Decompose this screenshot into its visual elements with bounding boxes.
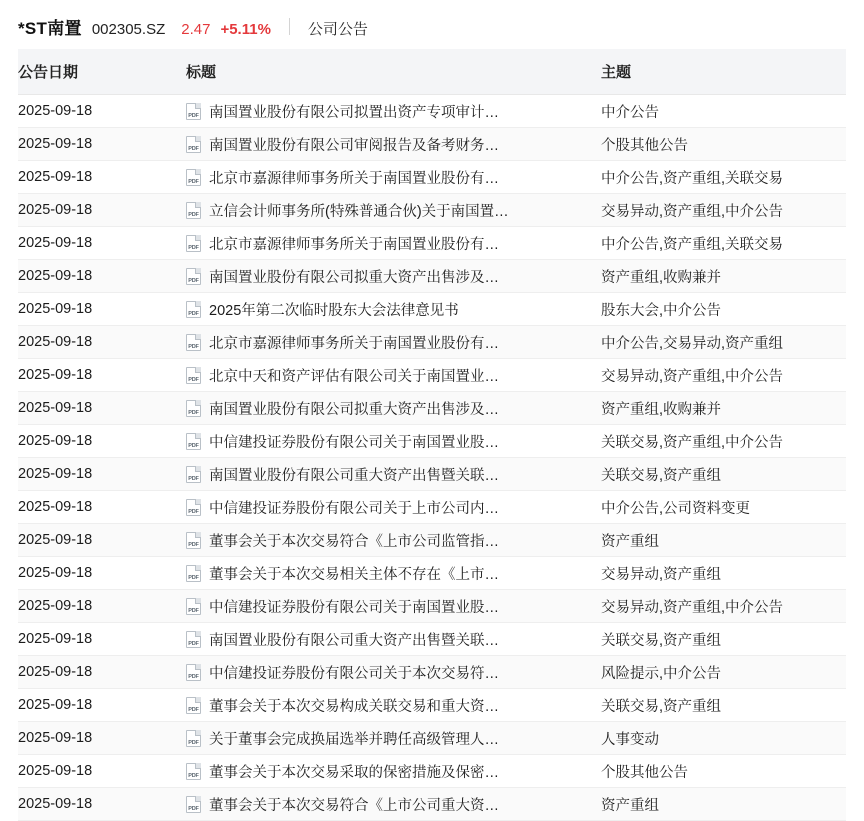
announcement-title-link[interactable]: 中信建投证券股份有限公司关于南国置业股…	[209, 434, 499, 451]
cell-title	[186, 293, 601, 326]
announcement-title-link[interactable]: 南国置业股份有限公司审阅报告及备考财务…	[209, 137, 499, 154]
cell-topic: 股东大会,中介公告	[601, 293, 846, 326]
cell-topic: 关联交易,资产重组	[601, 623, 846, 656]
announcement-title-link[interactable]: 南国置业股份有限公司重大资产出售暨关联…	[209, 632, 499, 649]
cell-topic: 交易异动,资产重组,中介公告	[601, 194, 846, 227]
title-wrapper	[186, 728, 601, 749]
cell-date: 2025-09-18	[18, 458, 186, 491]
cell-title	[186, 227, 601, 260]
table-header-row	[18, 49, 846, 95]
cell-title	[186, 95, 601, 128]
announcement-title-link[interactable]: 董事会关于本次交易构成关联交易和重大资…	[209, 698, 499, 715]
cell-title	[186, 491, 601, 524]
cell-title	[186, 260, 601, 293]
pdf-icon[interactable]: PDF	[186, 400, 201, 417]
stock-code: 002305.SZ	[91, 21, 166, 38]
table-row[interactable]	[18, 359, 846, 392]
table-row[interactable]	[18, 425, 846, 458]
stock-name: *ST南置	[18, 19, 82, 38]
pdf-icon[interactable]: PDF	[186, 697, 201, 714]
cell-title	[186, 359, 601, 392]
pdf-icon[interactable]: PDF	[186, 532, 201, 549]
announcement-title-link[interactable]: 南国置业股份有限公司拟重大资产出售涉及…	[209, 269, 499, 286]
announcement-title-link[interactable]: 董事会关于本次交易符合《上市公司监管指…	[209, 533, 499, 550]
cell-date: 2025-09-18	[18, 788, 186, 821]
pdf-icon[interactable]: PDF	[186, 598, 201, 615]
announcement-title-link[interactable]: 南国置业股份有限公司重大资产出售暨关联…	[209, 467, 499, 484]
title-wrapper	[186, 761, 601, 782]
title-wrapper	[186, 398, 601, 419]
title-wrapper	[186, 431, 601, 452]
title-wrapper	[186, 266, 601, 287]
table-row[interactable]	[18, 491, 846, 524]
pdf-icon[interactable]: PDF	[186, 268, 201, 285]
cell-date: 2025-09-18	[18, 722, 186, 755]
tab-company-announcements[interactable]: 公司公告	[307, 21, 368, 38]
announcement-title-link[interactable]: 立信会计师事务所(特殊普通合伙)关于南国置…	[209, 203, 509, 220]
cell-date: 2025-09-18	[18, 689, 186, 722]
announcement-title-link[interactable]: 中信建投证券股份有限公司关于南国置业股…	[209, 599, 499, 616]
announcement-title-link[interactable]: 北京市嘉源律师事务所关于南国置业股份有…	[209, 236, 499, 253]
cell-topic: 关联交易,资产重组	[601, 689, 846, 722]
table-row[interactable]	[18, 194, 846, 227]
cell-date: 2025-09-18	[18, 95, 186, 128]
title-wrapper	[186, 299, 601, 320]
announcement-title-link[interactable]: 北京市嘉源律师事务所关于南国置业股份有…	[209, 335, 499, 352]
cell-title	[186, 425, 601, 458]
cell-date: 2025-09-18	[18, 623, 186, 656]
table-row[interactable]	[18, 623, 846, 656]
cell-title	[186, 788, 601, 821]
pdf-icon[interactable]: PDF	[186, 730, 201, 747]
cell-topic: 人事变动	[601, 722, 846, 755]
table-row[interactable]	[18, 788, 846, 821]
cell-topic: 中介公告,交易异动,资产重组	[601, 326, 846, 359]
table-body	[18, 95, 846, 821]
pdf-icon[interactable]: PDF	[186, 499, 201, 516]
announcement-title-link[interactable]: 北京市嘉源律师事务所关于南国置业股份有…	[209, 170, 499, 187]
pdf-icon[interactable]: PDF	[186, 664, 201, 681]
cell-title	[186, 722, 601, 755]
table-row[interactable]	[18, 755, 846, 788]
cell-date: 2025-09-18	[18, 161, 186, 194]
cell-title	[186, 590, 601, 623]
announcement-title-link[interactable]: 南国置业股份有限公司拟重大资产出售涉及…	[209, 401, 499, 418]
pdf-icon[interactable]: PDF	[186, 334, 201, 351]
cell-date: 2025-09-18	[18, 590, 186, 623]
stock-price: 2.47	[181, 21, 211, 38]
title-wrapper	[186, 365, 601, 386]
title-wrapper	[186, 200, 601, 221]
cell-topic: 个股其他公告	[601, 755, 846, 788]
cell-topic: 关联交易,资产重组,中介公告	[601, 425, 846, 458]
pdf-icon[interactable]: PDF	[186, 136, 201, 153]
cell-date: 2025-09-18	[18, 425, 186, 458]
cell-date: 2025-09-18	[18, 755, 186, 788]
title-wrapper	[186, 134, 601, 155]
cell-topic: 中介公告,公司资料变更	[601, 491, 846, 524]
title-wrapper	[186, 101, 601, 122]
pdf-icon[interactable]: PDF	[186, 169, 201, 186]
announcements-table	[18, 49, 846, 821]
pdf-icon[interactable]: PDF	[186, 565, 201, 582]
cell-title	[186, 656, 601, 689]
table-row[interactable]	[18, 392, 846, 425]
pdf-icon[interactable]: PDF	[186, 235, 201, 252]
announcement-title-link[interactable]: 中信建投证券股份有限公司关于本次交易符…	[209, 665, 499, 682]
cell-title	[186, 128, 601, 161]
table-row[interactable]	[18, 128, 846, 161]
table-row[interactable]	[18, 458, 846, 491]
cell-title	[186, 623, 601, 656]
table-row[interactable]	[18, 326, 846, 359]
cell-title	[186, 557, 601, 590]
cell-topic: 资产重组	[601, 524, 846, 557]
title-wrapper	[186, 530, 601, 551]
table-row[interactable]	[18, 689, 846, 722]
cell-title	[186, 326, 601, 359]
cell-topic: 资产重组,收购兼并	[601, 392, 846, 425]
title-wrapper	[186, 332, 601, 353]
cell-date: 2025-09-18	[18, 293, 186, 326]
cell-topic: 资产重组,收购兼并	[601, 260, 846, 293]
table-row[interactable]	[18, 524, 846, 557]
pdf-icon[interactable]: PDF	[186, 367, 201, 384]
title-wrapper	[186, 596, 601, 617]
cell-title	[186, 458, 601, 491]
cell-date: 2025-09-18	[18, 557, 186, 590]
cell-date: 2025-09-18	[18, 128, 186, 161]
cell-topic: 中介公告,资产重组,关联交易	[601, 161, 846, 194]
table-row[interactable]	[18, 293, 846, 326]
cell-topic: 个股其他公告	[601, 128, 846, 161]
cell-topic: 交易异动,资产重组	[601, 557, 846, 590]
column-header-topic: 主题	[601, 49, 846, 95]
pdf-icon[interactable]: PDF	[186, 301, 201, 318]
header-divider	[289, 18, 290, 35]
cell-date: 2025-09-18	[18, 359, 186, 392]
announcement-title-link[interactable]: 2025年第二次临时股东大会法律意见书	[209, 302, 459, 319]
column-header-title: 标题	[186, 49, 601, 95]
table-row[interactable]	[18, 95, 846, 128]
table-row[interactable]	[18, 557, 846, 590]
pdf-icon[interactable]: PDF	[186, 631, 201, 648]
pdf-icon[interactable]: PDF	[186, 103, 201, 120]
title-wrapper	[186, 794, 601, 815]
stock-change-pct: +5.11%	[220, 21, 271, 38]
cell-date: 2025-09-18	[18, 656, 186, 689]
cell-date: 2025-09-18	[18, 524, 186, 557]
cell-date: 2025-09-18	[18, 392, 186, 425]
announcement-title-link[interactable]: 董事会关于本次交易采取的保密措施及保密…	[209, 764, 499, 781]
cell-title	[186, 392, 601, 425]
cell-date: 2025-09-18	[18, 227, 186, 260]
cell-topic: 中介公告	[601, 95, 846, 128]
title-wrapper	[186, 233, 601, 254]
stock-header	[0, 0, 864, 49]
pdf-icon[interactable]: PDF	[186, 796, 201, 813]
table-row[interactable]	[18, 656, 846, 689]
cell-topic: 中介公告,资产重组,关联交易	[601, 227, 846, 260]
cell-date: 2025-09-18	[18, 491, 186, 524]
table-row[interactable]	[18, 722, 846, 755]
pdf-icon[interactable]: PDF	[186, 763, 201, 780]
announcement-title-link[interactable]: 关于董事会完成换届选举并聘任高级管理人…	[209, 731, 499, 748]
title-wrapper	[186, 497, 601, 518]
cell-title	[186, 524, 601, 557]
title-wrapper	[186, 464, 601, 485]
cell-date: 2025-09-18	[18, 194, 186, 227]
table-header	[18, 49, 846, 95]
column-header-date: 公告日期	[18, 49, 186, 95]
cell-topic: 资产重组	[601, 788, 846, 821]
cell-title	[186, 689, 601, 722]
announcement-title-link[interactable]: 中信建投证券股份有限公司关于上市公司内…	[209, 500, 499, 517]
announcements-card	[18, 49, 846, 821]
title-wrapper	[186, 167, 601, 188]
table-row[interactable]	[18, 227, 846, 260]
cell-title	[186, 161, 601, 194]
cell-topic: 关联交易,资产重组	[601, 458, 846, 491]
cell-topic: 交易异动,资产重组,中介公告	[601, 359, 846, 392]
cell-topic: 交易异动,资产重组,中介公告	[601, 590, 846, 623]
announcement-title-link[interactable]: 南国置业股份有限公司拟置出资产专项审计…	[209, 104, 499, 121]
announcement-title-link[interactable]: 北京中天和资产评估有限公司关于南国置业…	[209, 368, 499, 385]
table-row[interactable]	[18, 161, 846, 194]
cell-date: 2025-09-18	[18, 326, 186, 359]
cell-title	[186, 194, 601, 227]
cell-topic: 风险提示,中介公告	[601, 656, 846, 689]
title-wrapper	[186, 563, 601, 584]
title-wrapper	[186, 662, 601, 683]
table-row[interactable]	[18, 590, 846, 623]
pdf-icon[interactable]: PDF	[186, 202, 201, 219]
cell-date: 2025-09-18	[18, 260, 186, 293]
announcement-title-link[interactable]: 董事会关于本次交易相关主体不存在《上市…	[209, 566, 499, 583]
pdf-icon[interactable]: PDF	[186, 466, 201, 483]
cell-title	[186, 755, 601, 788]
announcement-title-link[interactable]: 董事会关于本次交易符合《上市公司重大资…	[209, 797, 499, 814]
title-wrapper	[186, 629, 601, 650]
pdf-icon[interactable]: PDF	[186, 433, 201, 450]
title-wrapper	[186, 695, 601, 716]
table-row[interactable]	[18, 260, 846, 293]
